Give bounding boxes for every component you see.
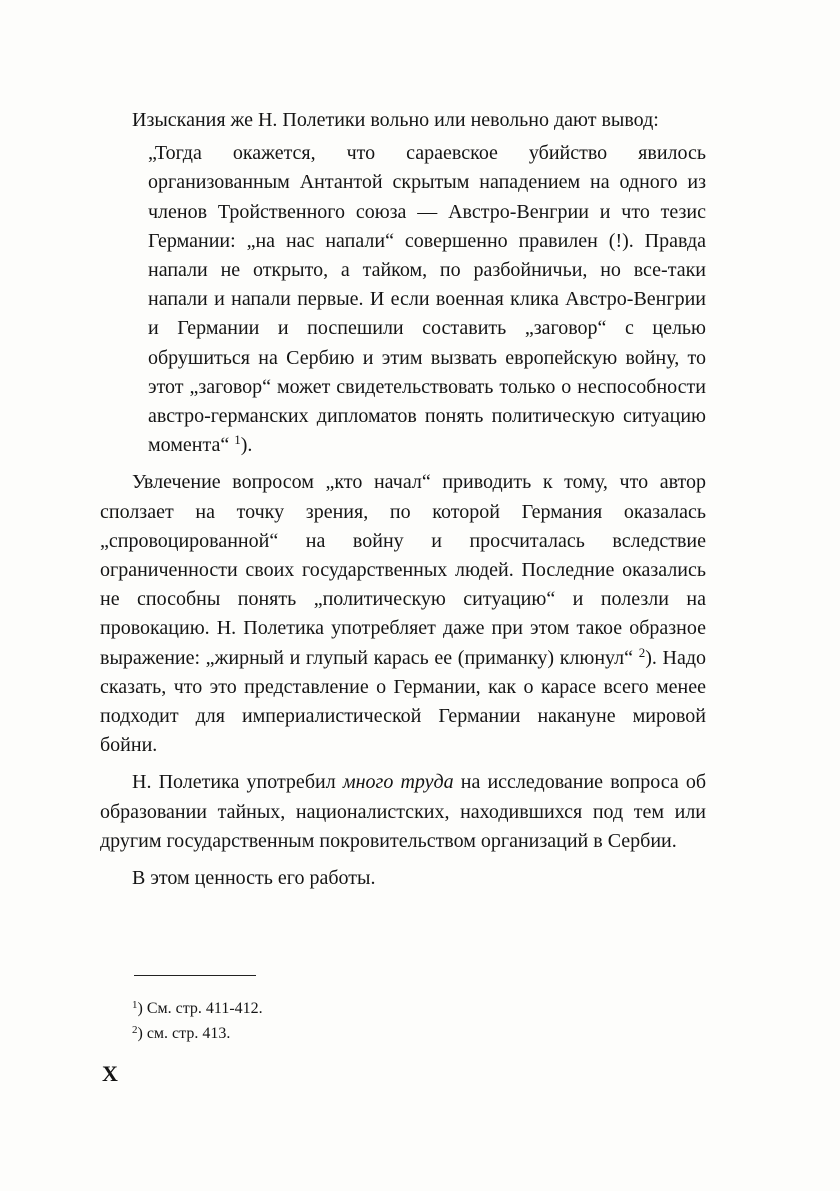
quotation-end: ). [240, 434, 253, 457]
footnote-ref-1: 1 [234, 432, 241, 448]
paragraph-2-end: ). Надо сказать, что это представление о Германии, как о карасе всего менее подходит для империалистической Германии накануне мировой бойни. [100, 646, 707, 757]
paragraph-2 [100, 468, 706, 760]
paragraph-3-start: Н. Полетика употребил [132, 771, 336, 794]
footnote-2-text: ) см. стр. 413. [137, 1025, 231, 1042]
paragraph-4: В этом ценность его работы. [132, 867, 376, 890]
footnote-1 [132, 996, 263, 1021]
footnote-divider [134, 975, 256, 976]
signature-mark: X [102, 1061, 119, 1086]
footnotes [132, 996, 263, 1046]
footnote-ref-2: 2 [638, 644, 646, 660]
footnote-2-mark: 2 [132, 1024, 138, 1036]
quotation-text: „Тогда окажется, что сараевское убийство явилось организованным Антантой скрытым нападением на одного из членов Тройственного союза — Австро-Венгрии и что тезис Германии: „на нас напали“ совершенно правилен (!). Правда напали не открыто, а тайком, по разбойничьи, но все-таки напали и напали первые. И если военная клика Австро-Венгрии и Германии и поспешили составить „заговор“ с целью обрушиться на Сербию и этим вызвать европейскую войну, то этот „заговор“ может свидетельствовать только о неспособности австро-германских дипломатов понять политическую ситуацию момента“ [148, 142, 706, 457]
body-text [100, 106, 706, 893]
paragraph-2-text: Увлечение вопросом „кто начал“ приводить к тому, что автор сползает на точку зрения, по которой Германия оказалась „спровоцированной“ на войну и просчиталась вследствие ограниченности своих государственных людей. Последние оказались не способны понять „политическую ситуацию“ и полезли на провокацию. Н. Полетика употребляет даже при этом такое образное выражение: „жирный и глупый карась ее (приманку) клюнул“ [100, 471, 706, 669]
emphasis-text: много труда [342, 771, 454, 794]
footnote-1-mark: 1 [132, 999, 138, 1011]
paragraph-3-end: на исследование вопроса об образовании тайных, националистских, находившихся под тем или другим государственным покровительством организаций в Сербии. [100, 771, 707, 852]
quotation-paragraph [148, 139, 706, 460]
footnote-1-text: ) См. стр. 411-412. [137, 1000, 263, 1017]
paragraph-3 [100, 768, 706, 856]
footnote-2 [132, 1021, 263, 1046]
intro-paragraph: Изыскания же Н. Полетики вольно или невольно дают вывод: [132, 109, 659, 131]
